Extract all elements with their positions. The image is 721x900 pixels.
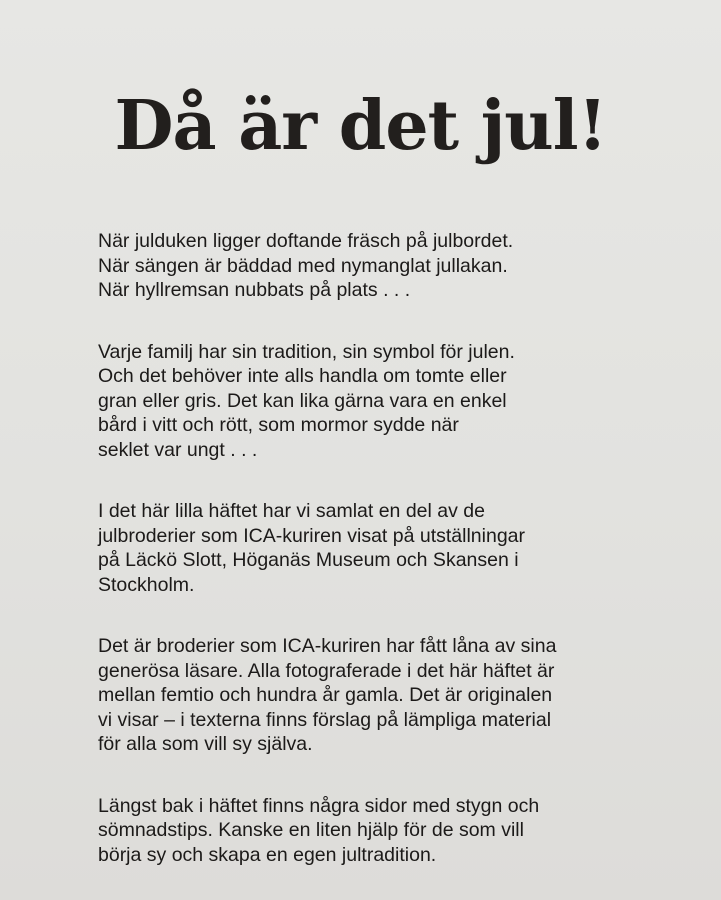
body-text bbox=[98, 229, 658, 900]
paragraph-2 bbox=[98, 340, 658, 463]
text-line: seklet var ungt . . . bbox=[98, 438, 258, 461]
text-line: julbroderier som ICA-kuriren visat på utställningar bbox=[98, 524, 526, 547]
text-line: Varje familj har sin tradition, sin symbol för julen. bbox=[98, 340, 515, 363]
text-line: Och det behöver inte alls handla om tomte eller bbox=[98, 365, 507, 387]
text-line: När hyllremsan nubbats på plats . . . bbox=[98, 279, 411, 301]
text-line: När sängen är bäddad med nymanglat jullakan. bbox=[98, 254, 508, 277]
paragraph-1 bbox=[98, 229, 658, 303]
text-line: I det här lilla häftet har vi samlat en del av de bbox=[98, 500, 485, 522]
text-line: Det är broderier som ICA-kuriren har fått låna av sina bbox=[98, 635, 557, 657]
text-line: för alla som vill sy själva. bbox=[98, 733, 313, 755]
text-line: generösa läsare. Alla fotograferade i det här häftet är bbox=[98, 659, 555, 682]
text-line: på Läckö Slott, Höganäs Museum och Skansen i bbox=[98, 549, 519, 571]
text-line: När julduken ligger doftande fräsch på julbordet. bbox=[98, 230, 514, 252]
text-line: vi visar – i texterna finns förslag på lämpliga material bbox=[98, 708, 552, 731]
text-line: bård i vitt och rött, som mormor sydde när bbox=[98, 414, 459, 436]
text-line: mellan femtio och hundra år gamla. Det är originalen bbox=[98, 684, 553, 706]
text-line: Längst bak i häftet finns några sidor med stygn och bbox=[98, 794, 540, 817]
text-line: Stockholm. bbox=[98, 573, 195, 596]
paragraph-4 bbox=[98, 634, 658, 757]
paragraph-3 bbox=[98, 499, 658, 597]
text-line: sömnadstips. Kanske en liten hjälp för de som vill bbox=[98, 819, 524, 841]
text-line: börja sy och skapa en egen jultradition. bbox=[98, 843, 437, 866]
text-line: gran eller gris. Det kan lika gärna vara en enkel bbox=[98, 389, 507, 412]
page-title: Då är det jul! bbox=[114, 86, 607, 166]
paragraph-5 bbox=[98, 794, 658, 868]
